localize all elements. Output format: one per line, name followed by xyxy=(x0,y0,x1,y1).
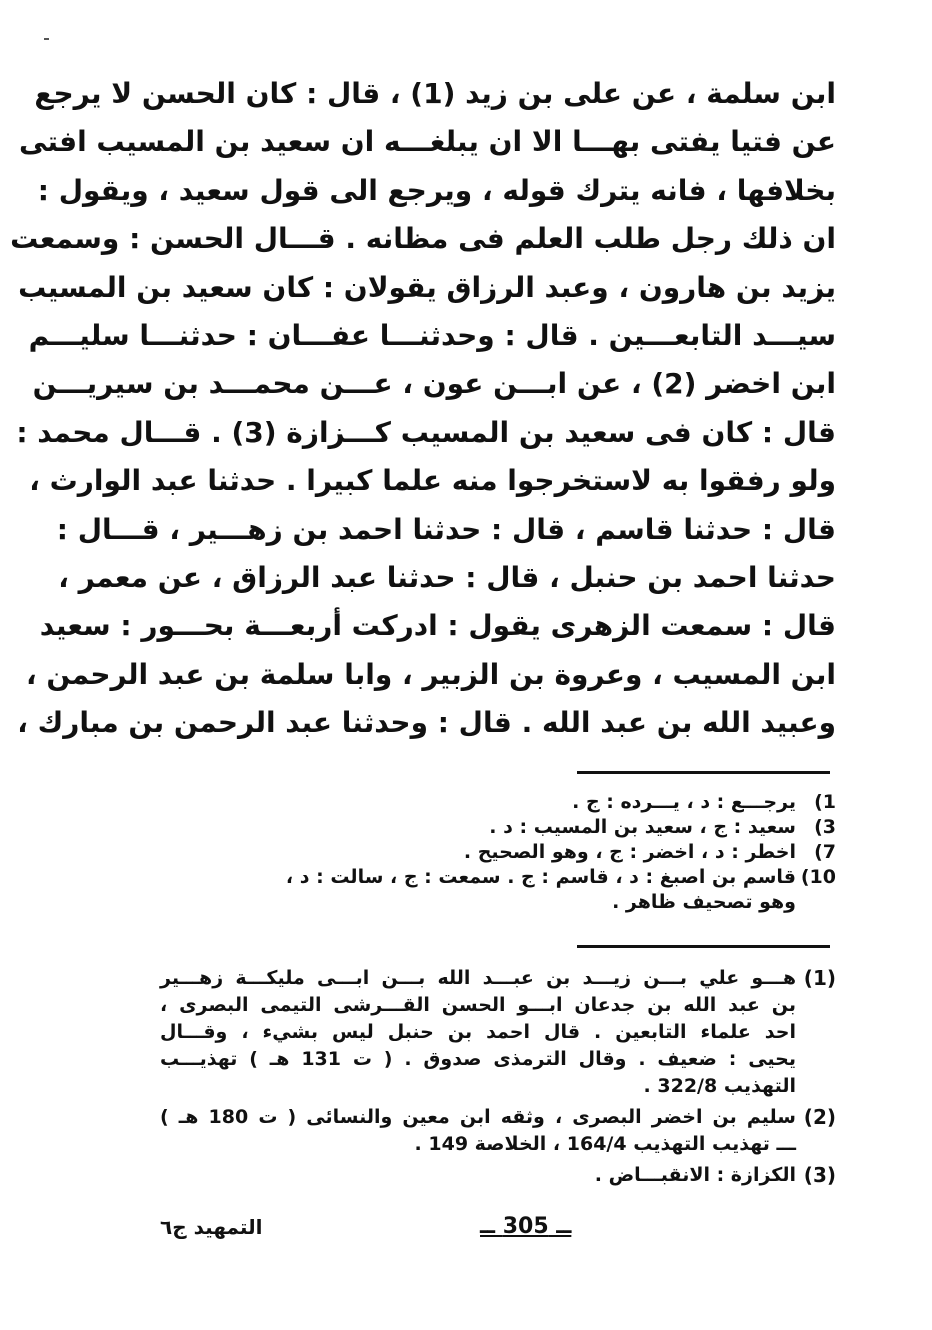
footnote-divider xyxy=(577,945,830,948)
main-text-line: ابن سلمة ، عن على بن زيد (1) ، قال : كان الحسن لا يرجع xyxy=(34,77,836,110)
note-item xyxy=(160,1162,836,1189)
variant-item xyxy=(160,865,836,890)
main-text-line: حدثنا احمد بن حنبل ، قال : حدثنا عبد الرزاق ، عن معمر ، xyxy=(58,560,836,594)
scan-speck xyxy=(44,38,49,40)
main-text-line: سيـــد التابعـــين . قال : وحدثنـــا عفـــان : حدثنـــا سليـــم xyxy=(28,318,836,352)
main-text-line: يزيد بن هارون ، وعبد الرزاق يقولان : كان سعيد بن المسيب xyxy=(18,270,836,304)
variant-item xyxy=(160,840,836,865)
note-line: التهذيب 322/8 . xyxy=(643,1075,796,1097)
note-line: بن عبد الله بن جدعان ابـــو الحسن القـــرشى التيمى البصرى ، xyxy=(160,994,796,1016)
page-number: ــ 305 ــ xyxy=(480,1214,572,1239)
note-line: ـــ تهذيب التهذيب 164/4 ، الخلاصة 149 . xyxy=(414,1133,796,1155)
page-footer xyxy=(160,1212,836,1248)
main-text-line: قال : سمعت الزهرى يقول : ادركت أربعـــة بحـــور : سعيد xyxy=(39,609,836,643)
variant-readings xyxy=(160,790,836,914)
main-text-line: عن فتيا يفتى بهـــا الا ان يبلغـــه ان سعيد بن المسيب افتى xyxy=(18,125,836,159)
main-text-block xyxy=(10,70,836,747)
main-text-line: قال : حدثنا قاسم ، قال : حدثنا احمد بن زهـــير ، قـــال : xyxy=(56,512,836,546)
variant-text: سعيد : ج ، سعيد بن المسيب : د . xyxy=(489,816,796,838)
variant-text: قاسم بن اصبغ : د ، قاسم : ج . سمعت : ج ، سالت : د ، xyxy=(285,866,796,888)
variant-continuation: وهو تصحيف ظاهر . xyxy=(612,891,796,913)
note-line: الكزازة : الانقبـــاض . xyxy=(594,1164,796,1186)
note-body xyxy=(160,1162,796,1189)
variant-text: اخطر : د ، اخضر : ج ، وهو الصحيح . xyxy=(463,841,796,863)
note-number: (3) xyxy=(803,1163,836,1187)
note-body xyxy=(160,965,796,1100)
variant-number: 10) xyxy=(800,866,836,888)
variant-number: 7) xyxy=(814,841,836,863)
explanatory-notes xyxy=(160,965,836,1193)
running-title: التمهيد ج٦ xyxy=(160,1215,263,1239)
note-number: (2) xyxy=(803,1105,836,1129)
note-body xyxy=(160,1104,796,1158)
note-line: احد علماء التابعين . قال احمد بن حنبل ليس بشيء ، وقـــال xyxy=(160,1021,796,1043)
note-line: يحيى : ضعيف . وقال الترمذى صدوق . ( ت 131 هـ ) تهذيـــب xyxy=(160,1048,797,1070)
note-number: (1) xyxy=(803,966,836,990)
main-text-line: ولو رفقوا به لاستخرجوا منه علما كبيرا . حدثنا عبد الوارث ، xyxy=(29,464,836,498)
variant-number: 1) xyxy=(814,791,836,813)
main-text-line: وعبيد الله بن عبد الله . قال : وحدثنا عبد الرحمن بن مبارك ، xyxy=(17,706,836,740)
main-text-line: قال : كان فى سعيد بن المسيب كـــزازة (3) . قـــال محمد : xyxy=(16,415,836,449)
main-text-line: ان ذلك رجل طلب العلم فى مظانه . قـــال الحسن : وسمعت xyxy=(10,222,836,256)
note-line: هـــو علي بـــن زيـــد بن عبـــد الله بـــن ابـــى مليكـــة زهـــير xyxy=(160,967,796,989)
main-text-line: ابن اخضر (2) ، عن ابـــن عون ، عـــن محمـــد بن سيريـــن xyxy=(32,367,836,401)
variant-text: يرجـــع : د ، يـــرده : ج . xyxy=(572,791,796,813)
note-item xyxy=(160,1104,836,1158)
variant-item xyxy=(160,790,836,815)
variant-item xyxy=(160,815,836,840)
note-line: سليم بن اخضر البصرى ، وثقه ابن معين والنسائى ( ت 180 هـ ) xyxy=(160,1106,796,1128)
variant-number: 3) xyxy=(814,816,836,838)
note-item xyxy=(160,965,836,1100)
main-text-line: بخلافها ، فانه يترك قوله ، ويرجع الى قول سعيد ، ويقول : xyxy=(37,173,836,207)
footnote-divider xyxy=(577,771,830,774)
main-text-line: ابن المسيب ، وعروة بن الزبير ، وابا سلمة بن عبد الرحمن ، xyxy=(26,657,836,691)
